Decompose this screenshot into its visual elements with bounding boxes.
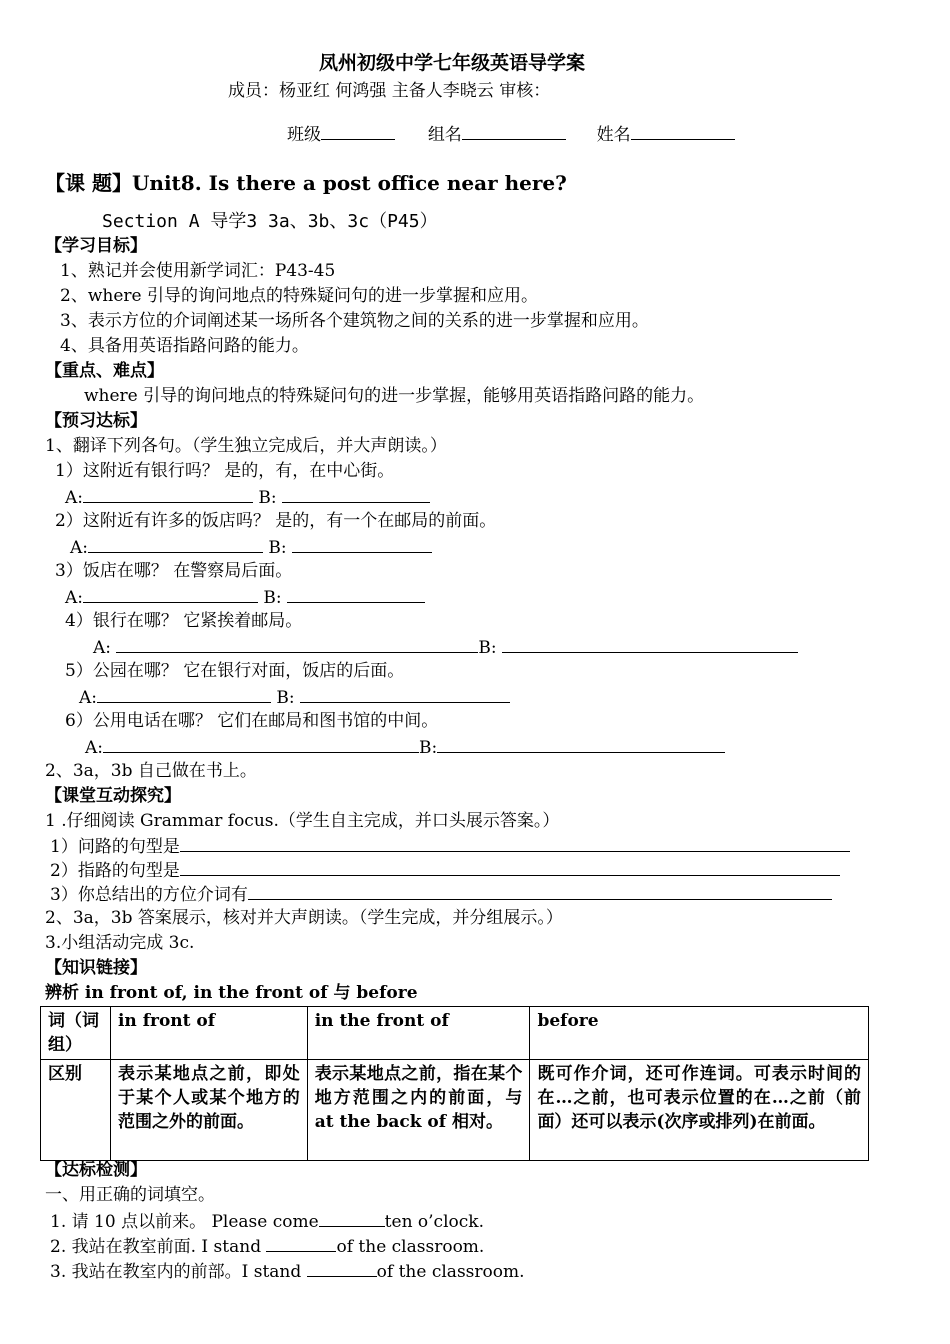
- class-blank[interactable]: [321, 122, 395, 140]
- sub1-blank[interactable]: [180, 834, 850, 852]
- table-header-row: [41, 1007, 869, 1060]
- preview-question: 3）饭店在哪？ 在警察局后面。: [55, 561, 293, 581]
- classroom-item1: 1 .仔细阅读 Grammar focus.（学生自主完成，并口头展示答案。）: [45, 811, 560, 831]
- test-blank[interactable]: [319, 1209, 385, 1227]
- test-instruction: 一、用正确的词填空。: [45, 1185, 215, 1205]
- test-item: 3. 我站在教室内的前部。I stand of the classroom.: [50, 1259, 525, 1283]
- test-blank[interactable]: [266, 1234, 336, 1252]
- answer-line: A: B:: [65, 585, 425, 609]
- answer-line: A: B:: [79, 685, 510, 709]
- preview-question: 5）公园在哪？ 它在银行对面，饭店的后面。: [65, 661, 405, 681]
- test-item: 1. 请 10 点以前来。 Please come ten o’clock.: [50, 1209, 484, 1233]
- test-item: 2. 我站在教室前面. I stand of the classroom.: [50, 1234, 484, 1258]
- answer-a-blank[interactable]: [88, 535, 263, 553]
- class-label: 班级: [287, 125, 321, 145]
- preview-heading: 【预习达标】: [45, 411, 147, 431]
- objective-item: 4、具备用英语指路问路的能力。: [60, 336, 309, 356]
- classroom-sub: 1）问路的句型是: [50, 834, 850, 858]
- objective-item: 1、熟记并会使用新学词汇：P43-45: [60, 261, 336, 281]
- classroom-item3: 3.小组活动完成 3c.: [45, 933, 195, 953]
- page-title: 凤州初级中学七年级英语导学案: [319, 52, 586, 74]
- classroom-heading: 【课堂互动探究】: [45, 786, 181, 806]
- table-cell: 表示某地点之前，指在某个地方范围之内的前面，与 at the back of 相对。: [307, 1060, 530, 1161]
- table-row-label: 区别: [41, 1060, 111, 1161]
- answer-a-blank[interactable]: [103, 735, 419, 753]
- lesson-section: Section A 导学3 3a、3b、3c（P45）: [102, 211, 438, 232]
- knowledge-subtitle: 辨析 in front of, in the front of 与 before: [45, 983, 418, 1003]
- answer-b-blank[interactable]: [287, 585, 425, 603]
- answer-b-blank[interactable]: [502, 635, 798, 653]
- preview-instruction: 1、翻译下列各句。（学生独立完成后，并大声朗读。）: [45, 436, 447, 456]
- answer-b-blank[interactable]: [300, 685, 510, 703]
- answer-b-blank[interactable]: [292, 535, 432, 553]
- test-heading: 【达标检测】: [45, 1160, 147, 1180]
- answer-b-blank[interactable]: [437, 735, 725, 753]
- info-line: [287, 122, 735, 146]
- sub3-blank[interactable]: [248, 882, 832, 900]
- name-blank[interactable]: [631, 122, 735, 140]
- objectives-heading: 【学习目标】: [45, 236, 147, 256]
- answer-a-blank[interactable]: [116, 635, 478, 653]
- knowledge-heading: 【知识链接】: [45, 958, 147, 978]
- answer-b-blank[interactable]: [282, 485, 430, 503]
- answer-line: A: B:: [70, 535, 432, 559]
- test-blank[interactable]: [307, 1259, 377, 1277]
- answer-a-blank[interactable]: [83, 485, 253, 503]
- answer-line: A: B:: [65, 485, 430, 509]
- group-blank[interactable]: [462, 122, 566, 140]
- members-line: 成员：杨亚红 何鸿强 主备人李晓云 审核：: [228, 81, 551, 101]
- sub2-blank[interactable]: [180, 858, 840, 876]
- answer-a-blank[interactable]: [83, 585, 258, 603]
- key-points-text: where 引导的询问地点的特殊疑问句的进一步掌握，能够用英语指路问路的能力。: [84, 386, 705, 406]
- preview-item2: 2、3a，3b 自己做在书上。: [45, 761, 257, 781]
- group-label: 组名: [427, 125, 462, 145]
- preview-question: 6）公用电话在哪？ 它们在邮局和图书馆的中间。: [65, 711, 439, 731]
- table-header-cell: in the front of: [307, 1007, 530, 1060]
- table-header-cell: in front of: [110, 1007, 307, 1060]
- preview-question: 2）这附近有许多的饭店吗？ 是的，有一个在邮局的前面。: [55, 511, 497, 531]
- preview-question: 4）银行在哪？ 它紧挨着邮局。: [65, 611, 303, 631]
- answer-line: A: B:: [85, 735, 725, 759]
- comparison-table: [40, 1006, 869, 1161]
- classroom-sub: 2）指路的句型是: [50, 858, 840, 882]
- table-header-cell: 词（词组）: [41, 1007, 111, 1060]
- answer-line: A: B:: [93, 635, 798, 659]
- table-row: [41, 1060, 869, 1161]
- classroom-item2: 2、3a，3b 答案展示，核对并大声朗读。（学生完成，并分组展示。）: [45, 908, 563, 928]
- table-cell: 表示某地点之前，即处于某个人或某个地方的范围之外的前面。: [110, 1060, 307, 1161]
- table-cell: 既可作介词，还可作连词。可表示时间的在…之前，也可表示位置的在…之前（前面）还可以表示(次序或排列)在前面。: [530, 1060, 869, 1161]
- name-label: 姓名: [596, 125, 631, 145]
- lesson-topic: 【课 题】Unit8. Is there a post office near here?: [45, 171, 567, 195]
- objective-item: 3、表示方位的介词阐述某一场所各个建筑物之间的关系的进一步掌握和应用。: [60, 311, 649, 331]
- table-header-cell: before: [530, 1007, 869, 1060]
- answer-a-blank[interactable]: [97, 685, 271, 703]
- classroom-sub: 3）你总结出的方位介词有: [50, 882, 832, 906]
- objective-item: 2、where 引导的询问地点的特殊疑问句的进一步掌握和应用。: [60, 286, 538, 306]
- key-points-heading: 【重点、难点】: [45, 361, 164, 381]
- preview-question: 1）这附近有银行吗？ 是的，有，在中心街。: [55, 461, 395, 481]
